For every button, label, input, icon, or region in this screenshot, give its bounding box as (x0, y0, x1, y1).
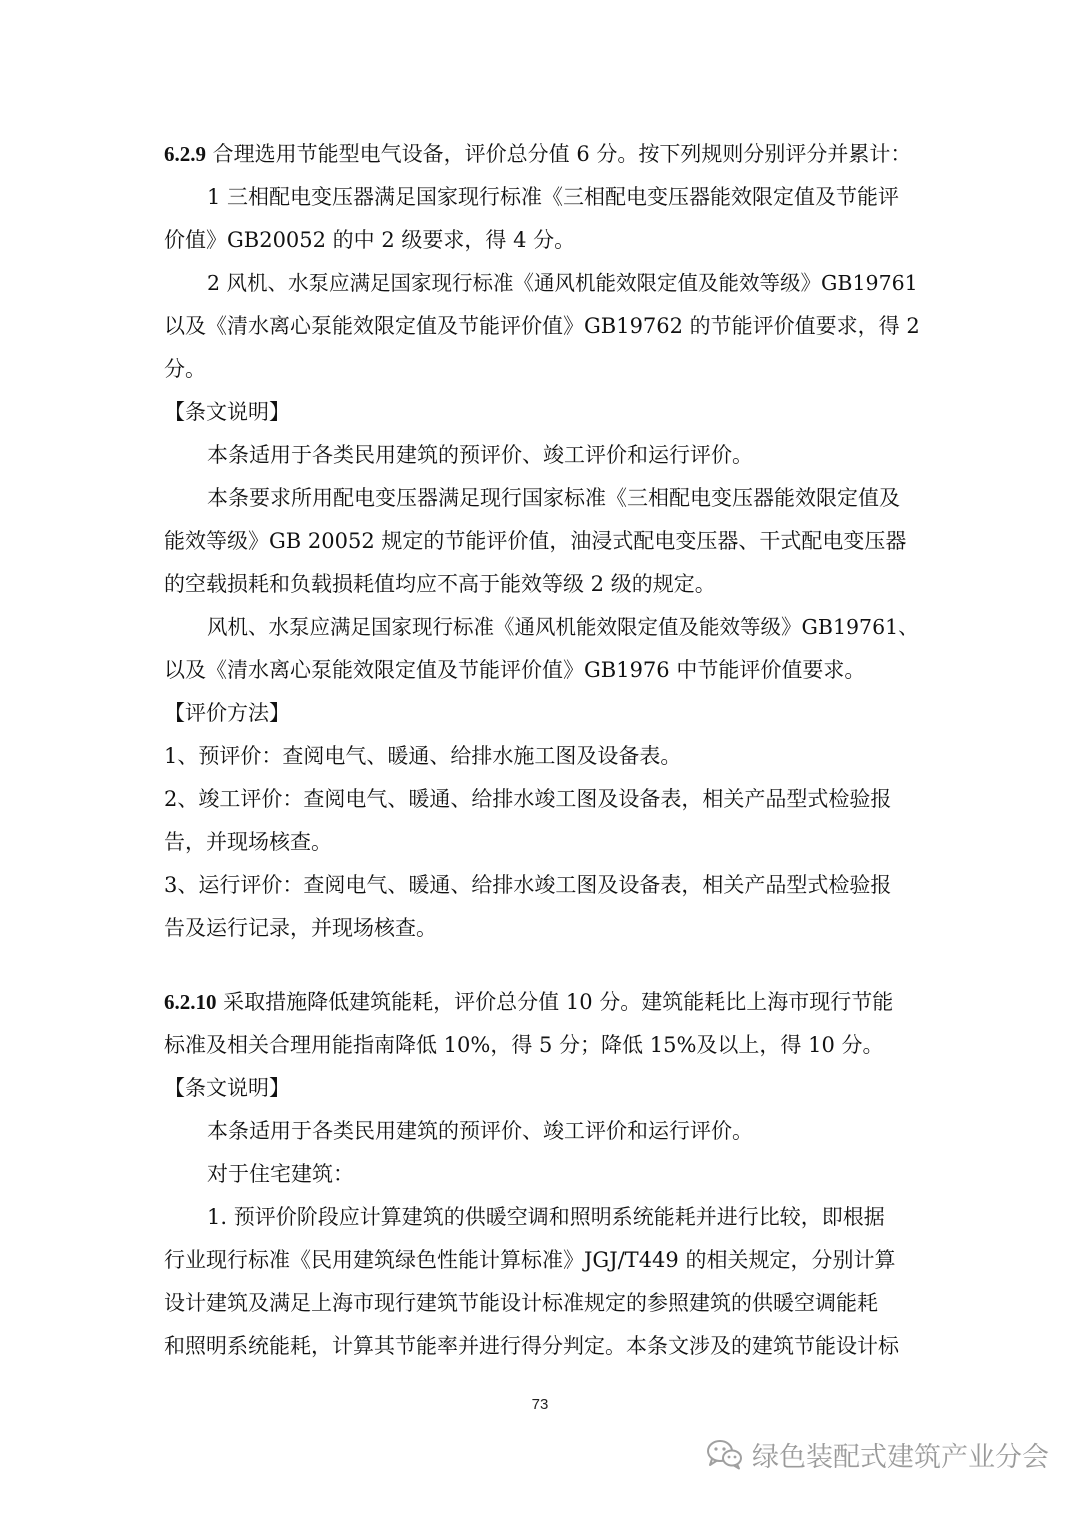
section-6-2-9 (164, 133, 920, 950)
paragraph-line: 对于住宅建筑： (207, 1162, 354, 1186)
clause-number: 6.2.9 (164, 142, 206, 166)
paragraph-line: 告及运行记录，并现场核查。 (164, 916, 437, 940)
list-item: 2、竣工评价：查阅电气、暖通、给排水竣工图及设备表，相关产品型式检验报 (164, 787, 892, 811)
page-number: 73 (531, 1396, 549, 1413)
section-6-2-10 (164, 981, 920, 1368)
paragraph-line: 标准及相关合理用能指南降低 10%，得 5 分；降低 15%及以上，得 10 分。 (164, 1033, 884, 1057)
clause-heading-line (164, 133, 920, 176)
paragraph-line: 的空载损耗和负载损耗值均应不高于能效等级 2 级的规定。 (164, 572, 716, 596)
clause-number: 6.2.10 (164, 990, 217, 1014)
paragraph-line: 1. 预评价阶段应计算建筑的供暖空调和照明系统能耗并进行比较，即根据 (207, 1205, 885, 1229)
paragraph-line: 1 三相配电变压器满足国家现行标准《三相配电变压器能效限定值及节能评 (207, 185, 900, 209)
section-label: 【条文说明】 (164, 1076, 290, 1100)
clause-heading-line (164, 981, 920, 1024)
paragraph-line: 本条要求所用配电变压器满足现行国家标准《三相配电变压器能效限定值及 (207, 486, 900, 510)
list-item: 1、预评价：查阅电气、暖通、给排水施工图及设备表。 (164, 744, 682, 768)
paragraph-line: 和照明系统能耗，计算其节能率并进行得分判定。本条文涉及的建筑节能设计标 (164, 1334, 899, 1358)
section-label: 【条文说明】 (164, 400, 290, 424)
paragraph-line: 分。 (164, 357, 206, 381)
paragraph-line: 能效等级》GB 20052 规定的节能评价值，油浸式配电变压器、干式配电变压器 (164, 529, 907, 553)
paragraph-line: 设计建筑及满足上海市现行建筑节能设计标准规定的参照建筑的供暖空调能耗 (164, 1291, 878, 1315)
paragraph-line: 行业现行标准《民用建筑绿色性能计算标准》JGJ/T449 的相关规定，分别计算 (164, 1248, 896, 1272)
wechat-icon (706, 1438, 744, 1470)
paragraph-line: 以及《清水离心泵能效限定值及节能评价值》GB19762 的节能评价值要求，得 2 (164, 314, 920, 338)
paragraph-line: 本条适用于各类民用建筑的预评价、竣工评价和运行评价。 (207, 443, 753, 467)
paragraph-line: 风机、水泵应满足国家现行标准《通风机能效限定值及能效等级》GB19761、 (207, 615, 919, 639)
section-label: 【评价方法】 (164, 701, 290, 725)
clause-heading-text: 采取措施降低建筑能耗，评价总分值 10 分。建筑能耗比上海市现行节能 (216, 990, 894, 1014)
paragraph-line: 价值》GB20052 的中 2 级要求，得 4 分。 (164, 228, 576, 252)
watermark (706, 1432, 1049, 1476)
paragraph-line: 2 风机、水泵应满足国家现行标准《通风机能效限定值及能效等级》GB19761 (207, 271, 918, 295)
paragraph-line: 告，并现场核查。 (164, 830, 332, 854)
watermark-text: 绿色装配式建筑产业分会 (752, 1441, 1049, 1473)
list-item: 3、运行评价：查阅电气、暖通、给排水竣工图及设备表，相关产品型式检验报 (164, 873, 892, 897)
clause-heading-text: 合理选用节能型电气设备，评价总分值 6 分。按下列规则分别评分并累计： (206, 142, 912, 166)
paragraph-line: 以及《清水离心泵能效限定值及节能评价值》GB1976 中节能评价值要求。 (164, 658, 866, 682)
paragraph-line: 本条适用于各类民用建筑的预评价、竣工评价和运行评价。 (207, 1119, 753, 1143)
